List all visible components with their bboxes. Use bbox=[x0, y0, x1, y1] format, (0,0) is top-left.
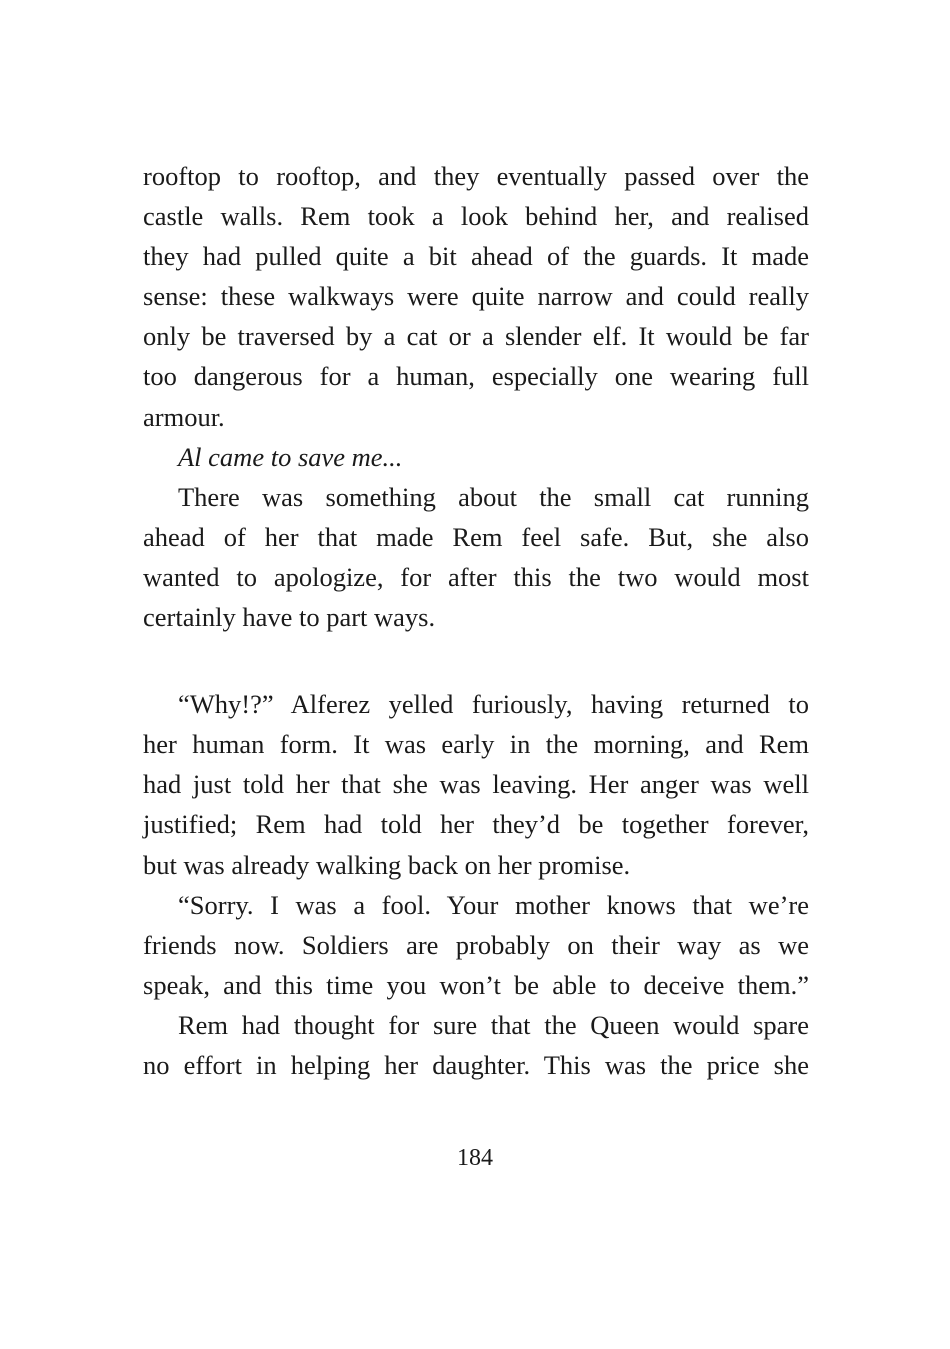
text-line: armour. bbox=[143, 401, 225, 432]
text-line: Rem had thought for sure that the Queen would spare bbox=[178, 1009, 809, 1040]
text-line: certainly have to part ways. bbox=[143, 602, 436, 633]
text-line: wanted to apologize, for after this the two would most bbox=[143, 561, 809, 592]
text-line: speak, and this time you won’t be able to deceive them.” bbox=[143, 969, 809, 1000]
text-line: castle walls. Rem took a look behind her, and realised bbox=[143, 201, 809, 232]
text-line: justified; Rem had told her they’d be together forever, bbox=[143, 809, 809, 840]
text-line: had just told her that she was leaving. Her anger was well bbox=[143, 769, 809, 800]
text-line: friends now. Soldiers are probably on their way as we bbox=[143, 929, 809, 960]
text-line: they had pulled quite a bit ahead of the guards. It made bbox=[143, 241, 809, 272]
text-line: too dangerous for a human, especially one wearing full bbox=[143, 361, 809, 392]
text-line: “Sorry. I was a fool. Your mother knows that we’re bbox=[178, 889, 809, 920]
text-line: but was already walking back on her promise. bbox=[143, 849, 631, 880]
page-number: 184 bbox=[457, 1145, 493, 1171]
text-line: only be traversed by a cat or a slender elf. It would be far bbox=[143, 321, 809, 352]
text-line: rooftop to rooftop, and they eventually passed over the bbox=[143, 161, 809, 191]
text-line: her human form. It was early in the morning, and Rem bbox=[143, 729, 809, 760]
text-line: no effort in helping her daughter. This was the price she bbox=[143, 1049, 809, 1080]
text-line: There was something about the small cat running bbox=[178, 481, 809, 512]
italic-thought: Al came to save me... bbox=[178, 441, 403, 472]
text-line: sense: these walkways were quite narrow and could really bbox=[143, 281, 809, 312]
scene-break bbox=[143, 637, 809, 684]
text-line: ahead of her that made Rem feel safe. But, she also bbox=[143, 521, 809, 552]
page-body bbox=[143, 156, 809, 1085]
text-line: “Why!?” Alferez yelled furiously, having returned to bbox=[178, 689, 809, 720]
